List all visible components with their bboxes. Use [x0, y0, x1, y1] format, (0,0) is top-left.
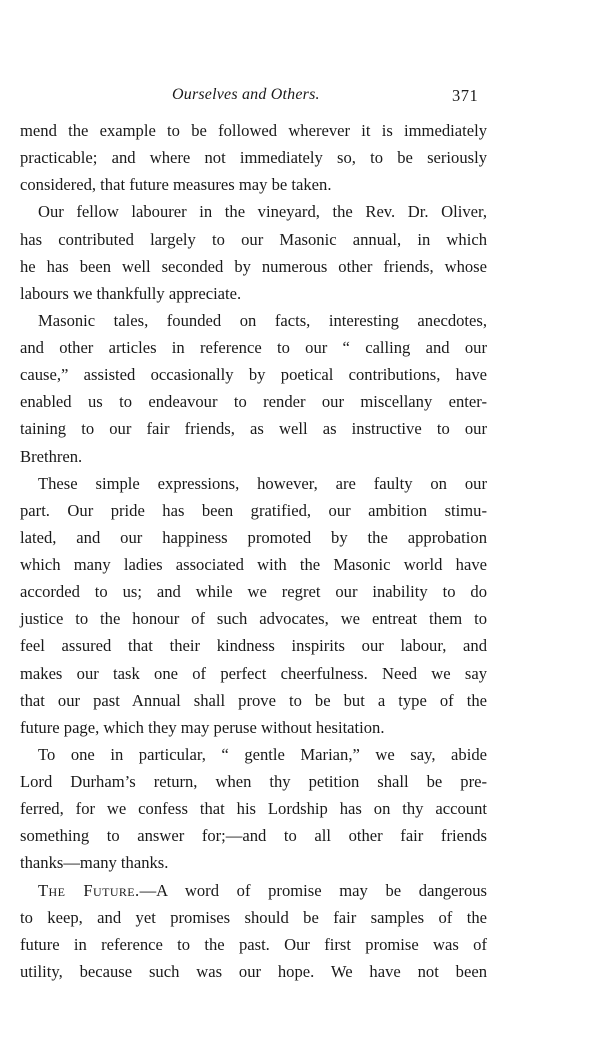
- text-line: labours we thankfully appreciate.: [20, 283, 242, 303]
- text-line: to keep, and yet promises should be fair samples of the: [20, 907, 487, 927]
- text-line: considered, that future measures may be taken.: [20, 175, 332, 195]
- text-line: and other articles in reference to our “ calling and our: [20, 338, 487, 357]
- paragraph-start-line: Masonic tales, founded on facts, interesting anecdotes,: [38, 310, 487, 330]
- page-header: [0, 86, 589, 108]
- text-line: mend the example to be followed wherever it is immediately: [20, 121, 487, 140]
- text-line: practicable; and where not immediately so, to be seriously: [20, 148, 487, 168]
- section-heading: The Future.: [38, 880, 140, 900]
- section-heading-text: —A word of promise may be dangerous: [139, 880, 487, 900]
- page-number: 371: [452, 86, 479, 105]
- text-line: has contributed largely to our Masonic annual, in which: [20, 229, 487, 249]
- text-line: lated, and our happiness promoted by the approbation: [20, 527, 487, 547]
- section-heading-line: [20, 877, 487, 904]
- body-text: [20, 117, 487, 985]
- text-line: future in reference to the past. Our first promise was of: [20, 934, 487, 954]
- text-line: thanks—many thanks.: [20, 853, 169, 873]
- text-line: makes our task one of perfect cheerfulness. Need we say: [20, 663, 487, 683]
- text-line: utility, because such was our hope. We have not been: [20, 961, 487, 981]
- running-title: Ourselves and Others.: [172, 86, 320, 103]
- text-line: future page, which they may peruse without hesitation.: [20, 717, 385, 737]
- text-line: part. Our pride has been gratified, our ambition stimu-: [20, 500, 487, 520]
- text-line: which many ladies associated with the Masonic world have: [20, 555, 487, 574]
- text-line: something to answer for;—and to all other fair friends: [20, 826, 487, 846]
- text-line: he has been well seconded by numerous other friends, whose: [20, 256, 487, 276]
- text-line: taining to our fair friends, as well as instructive to our: [20, 419, 487, 439]
- text-line: ferred, for we confess that his Lordship has on thy account: [20, 799, 487, 819]
- text-line: Lord Durham’s return, when thy petition shall be pre-: [20, 772, 487, 791]
- text-line: accorded to us; and while we regret our inability to do: [20, 582, 487, 602]
- paragraph-start-line: These simple expressions, however, are faulty on our: [38, 473, 487, 493]
- paragraph-start-line: Our fellow labourer in the vineyard, the Rev. Dr. Oliver,: [38, 202, 487, 222]
- text-line: feel assured that their kindness inspirits our labour, and: [20, 636, 487, 656]
- paragraph-start-line: To one in particular, “ gentle Marian,” we say, abide: [38, 744, 487, 764]
- text-line: justice to the honour of such advocates, we entreat them to: [20, 609, 487, 629]
- text-line: cause,” assisted occasionally by poetical contributions, have: [20, 365, 487, 385]
- text-line: enabled us to endeavour to render our miscellany enter-: [20, 392, 487, 412]
- text-line: that our past Annual shall prove to be but a type of the: [20, 690, 487, 710]
- text-line: Brethren.: [20, 446, 83, 466]
